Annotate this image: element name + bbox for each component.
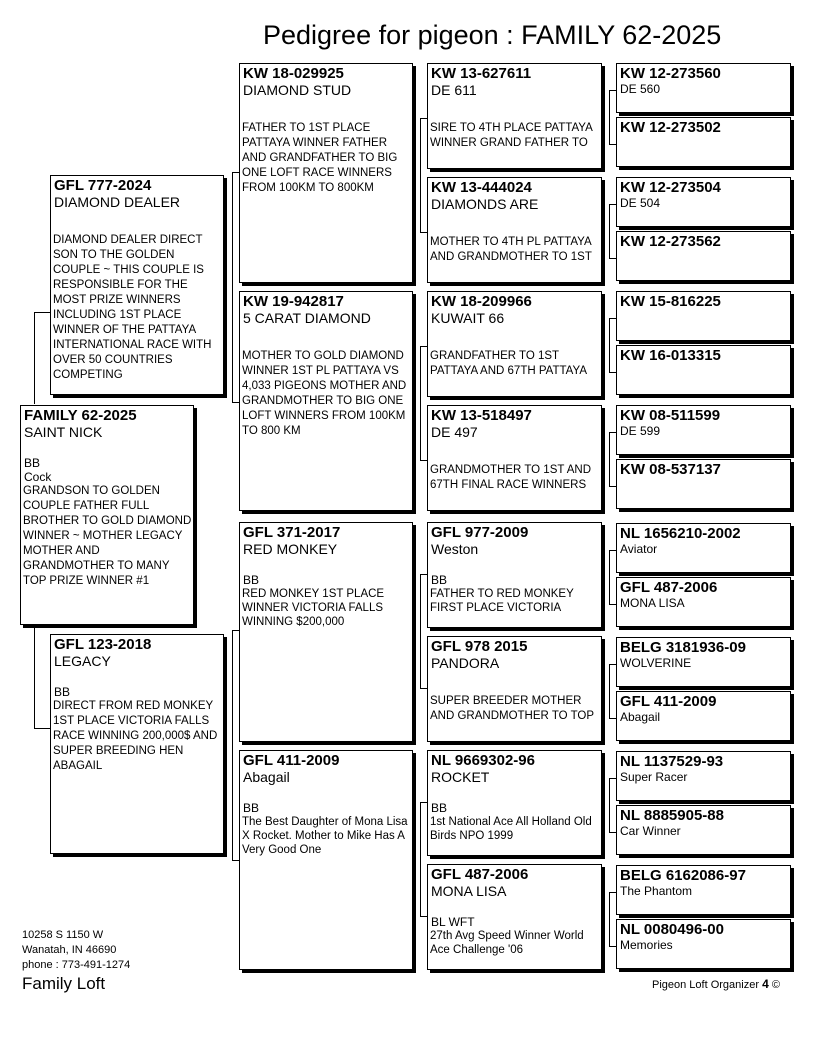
pigeon-card-sire-dam[interactable]: [239, 291, 413, 511]
pigeon-name: LEGACY: [54, 653, 111, 669]
connector-line: [420, 802, 427, 803]
address-street: 10258 S 1150 W: [22, 929, 104, 941]
pigeon-note: DIRECT FROM RED MONKEY 1ST PLACE VICTORIA FALLS RACE WINNING 200,000$ AND SUPER BREEDING HEN ABAGAIL: [53, 700, 218, 772]
pigeon-note: 1st National Ace All Holland Old Birds NPO 1999: [430, 816, 592, 842]
connector-line: [609, 892, 616, 893]
spacer: [428, 441, 601, 463]
pigeon-sex: Cock: [24, 470, 52, 484]
band-number: GFL 977-2009: [431, 524, 529, 541]
connector-line: [420, 346, 427, 347]
pigeon-name: ROCKET: [431, 769, 490, 785]
connector-line: [609, 946, 616, 947]
spacer: [428, 327, 601, 349]
band-number: BELG 3181936-09: [620, 639, 746, 656]
pigeon-name: DE 560: [620, 82, 661, 96]
connector-line: [420, 346, 421, 460]
pigeon-name: Aviator: [620, 542, 658, 556]
pigeon-card-dam-sire[interactable]: [239, 522, 413, 742]
pigeon-card-subject[interactable]: [20, 405, 194, 625]
band-number: GFL 371-2017: [243, 524, 341, 541]
pigeon-card-gen4-8[interactable]: [427, 864, 602, 970]
spacer: [21, 441, 193, 456]
connector-line: [609, 90, 616, 91]
pigeon-card-gen4-1[interactable]: [427, 63, 602, 169]
connector-line: [609, 204, 616, 205]
band-number: FAMILY 62-2025: [24, 407, 137, 424]
connector-line: [420, 916, 427, 917]
band-number: KW 19-942817: [243, 293, 344, 310]
pigeon-note: The Best Daughter of Mona Lisa X Rocket. Mother to Mike Has A Very Good One: [242, 816, 408, 856]
band-number: KW 12-273504: [620, 179, 721, 196]
pigeon-name: Memories: [620, 938, 673, 952]
pigeon-card-gen5-2[interactable]: [616, 117, 791, 167]
pigeon-card-dam-dam[interactable]: [239, 750, 413, 970]
pigeon-card-gen5-11[interactable]: [616, 637, 791, 687]
connector-line: [420, 802, 421, 916]
connector-line: [609, 204, 610, 258]
pigeon-card-gen5-9[interactable]: [616, 523, 791, 573]
pigeon-color: BB: [243, 573, 260, 587]
connector-line: [609, 144, 616, 145]
pigeon-name: DE 611: [431, 82, 477, 98]
pigeon-card-sire[interactable]: [50, 175, 224, 395]
pigeon-name: 5 CARAT DIAMOND: [243, 310, 371, 326]
band-number: KW 12-273562: [620, 233, 721, 250]
app-name: Pigeon Loft Organizer: [652, 979, 760, 991]
pigeon-name: The Phantom: [620, 884, 693, 898]
connector-line: [420, 460, 427, 461]
connector-line: [34, 728, 51, 729]
band-number: GFL 123-2018: [54, 636, 152, 653]
band-number: KW 12-273502: [620, 119, 721, 136]
pigeon-name: DIAMOND STUD: [243, 82, 352, 98]
app-version: 4: [762, 977, 769, 991]
pigeon-color: BL WFT: [431, 915, 475, 929]
spacer: [240, 327, 412, 349]
pigeon-note: RED MONKEY 1ST PLACE WINNER VICTORIA FALLS WINNING $200,000: [242, 588, 385, 628]
pigeon-color: BB: [431, 801, 448, 815]
spacer: [240, 786, 412, 801]
pigeon-card-gen4-5[interactable]: [427, 522, 602, 628]
connector-line: [420, 118, 427, 119]
connector-line: [609, 778, 616, 779]
pigeon-card-dam[interactable]: [50, 634, 224, 854]
pigeon-name: Super Racer: [620, 770, 688, 784]
connector-line: [34, 312, 51, 313]
pigeon-card-gen5-8[interactable]: [616, 459, 791, 509]
connector-line: [232, 630, 233, 860]
pigeon-card-gen5-3[interactable]: [616, 177, 791, 227]
pigeon-name: Weston: [431, 541, 479, 557]
pigeon-name: DE 504: [620, 196, 661, 210]
pigeon-card-gen4-7[interactable]: [427, 750, 602, 856]
pigeon-name: MONA LISA: [620, 596, 685, 610]
spacer: [51, 670, 223, 685]
pigeon-card-gen5-4[interactable]: [616, 231, 791, 281]
band-number: KW 18-029925: [243, 65, 344, 82]
connector-line: [609, 486, 616, 487]
connector-line: [609, 432, 610, 486]
pigeon-card-gen5-6[interactable]: [616, 345, 791, 395]
connector-line: [609, 372, 616, 373]
pigeon-name: PANDORA: [431, 655, 500, 671]
pigeon-color: BB: [243, 801, 260, 815]
pigeon-name: RED MONKEY: [243, 541, 338, 557]
pigeon-card-gen5-14[interactable]: [616, 805, 791, 855]
band-number: GFL 411-2009: [243, 752, 340, 769]
connector-line: [609, 318, 616, 319]
pigeon-name: DE 497: [431, 424, 478, 440]
band-number: GFL 411-2009: [620, 693, 717, 710]
connector-line: [609, 550, 610, 604]
pigeon-name: DIAMONDS ARE: [431, 196, 539, 212]
pigeon-card-gen5-15[interactable]: [616, 865, 791, 915]
connector-line: [420, 688, 427, 689]
pigeon-name: DE 599: [620, 424, 661, 438]
pigeon-note: GRANDMOTHER TO 1ST AND 67TH FINAL RACE WINNERS: [430, 464, 592, 491]
connector-line: [34, 312, 35, 404]
band-number: NL 8885905-88: [620, 807, 724, 824]
spacer: [428, 672, 601, 694]
band-number: KW 13-518497: [431, 407, 532, 424]
pigeon-card-gen5-5[interactable]: [616, 291, 791, 341]
connector-line: [609, 718, 616, 719]
pigeon-note: SUPER BREEDER MOTHER AND GRANDMOTHER TO TOP: [430, 695, 595, 722]
connector-line: [609, 832, 616, 833]
pigeon-card-gen4-3[interactable]: [427, 291, 602, 397]
band-number: NL 0080496-00: [620, 921, 724, 938]
pigeon-note: GRANDFATHER TO 1ST PATTAYA AND 67TH PATTAYA: [430, 350, 587, 377]
page-title: Pedigree for pigeon : FAMILY 62-2025: [263, 20, 722, 50]
connector-line: [232, 860, 239, 861]
pigeon-note: FATHER TO RED MONKEY FIRST PLACE VICTORIA: [430, 588, 574, 614]
band-number: NL 1656210-2002: [620, 525, 741, 542]
pigeon-name: Car Winner: [620, 824, 681, 838]
loft-name: Family Loft: [22, 974, 106, 993]
copyright-icon: ©: [771, 979, 780, 991]
connector-line: [609, 892, 610, 946]
connector-line: [34, 628, 35, 728]
pigeon-name: Abagail: [243, 769, 290, 785]
band-number: GFL 777-2024: [54, 177, 152, 194]
pigeon-card-gen5-10[interactable]: [616, 577, 791, 627]
pigeon-name: Abagail: [620, 710, 661, 724]
band-number: KW 13-627611: [431, 65, 532, 82]
connector-line: [609, 318, 610, 372]
pigeon-note: SIRE TO 4TH PLACE PATTAYA WINNER GRAND FATHER TO: [430, 122, 593, 149]
connector-line: [609, 604, 616, 605]
pigeon-note: FATHER TO 1ST PLACE PATTAYA WINNER FATHER AND GRANDFATHER TO BIG ONE LOFT RACE WINNERS FROM 100KM TO 800KM: [242, 122, 398, 194]
connector-line: [609, 258, 616, 259]
spacer: [428, 786, 601, 801]
spacer: [240, 99, 412, 121]
connector-line: [609, 432, 616, 433]
band-number: KW 18-209966: [431, 293, 532, 310]
spacer: [428, 900, 601, 915]
pigeon-card-gen5-1[interactable]: [616, 63, 791, 113]
pigeon-card-gen5-16[interactable]: [616, 919, 791, 969]
pigeon-name: KUWAIT 66: [431, 310, 505, 326]
pigeon-color: BB: [54, 685, 71, 699]
spacer: [428, 99, 601, 121]
pigeon-name: SAINT NICK: [24, 424, 103, 440]
band-number: KW 15-816225: [620, 293, 721, 310]
pigeon-card-gen4-6[interactable]: [427, 636, 602, 742]
band-number: BELG 6162086-97: [620, 867, 746, 884]
connector-line: [609, 550, 616, 551]
address-phone: phone : 773-491-1274: [22, 959, 131, 971]
band-number: NL 9669302-96: [431, 752, 535, 769]
pigeon-card-sire-sire[interactable]: [239, 63, 413, 283]
app-credit: [652, 977, 780, 991]
band-number: KW 13-444024: [431, 179, 532, 196]
band-number: GFL 487-2006: [620, 579, 718, 596]
pigeon-card-gen4-4[interactable]: [427, 405, 602, 511]
pigeon-card-gen5-7[interactable]: [616, 405, 791, 455]
connector-line: [420, 574, 421, 688]
pigeon-card-gen5-13[interactable]: [616, 751, 791, 801]
spacer: [428, 213, 601, 235]
address-city: Wanatah, IN 46690: [22, 944, 117, 956]
pigeon-note: MOTHER TO 4TH PL PATTAYA AND GRANDMOTHER TO 1ST: [430, 236, 592, 263]
spacer: [240, 558, 412, 573]
connector-line: [420, 574, 427, 575]
pigeon-note: 27th Avg Speed Winner World Ace Challenge '06: [430, 930, 584, 956]
pigeon-card-gen4-2[interactable]: [427, 177, 602, 283]
pigeon-name: WOLVERINE: [620, 656, 692, 670]
pigeon-card-gen5-12[interactable]: [616, 691, 791, 741]
connector-line: [232, 172, 239, 173]
connector-line: [609, 664, 616, 665]
pigeon-color: BB: [431, 573, 448, 587]
connector-line: [609, 90, 610, 144]
band-number: NL 1137529-93: [620, 753, 724, 770]
band-number: GFL 978 2015: [431, 638, 528, 655]
connector-line: [609, 664, 610, 718]
band-number: GFL 487-2006: [431, 866, 529, 883]
spacer: [428, 558, 601, 573]
pigeon-name: MONA LISA: [431, 883, 507, 899]
band-number: KW 08-511599: [620, 407, 721, 424]
connector-line: [420, 118, 421, 232]
pigeon-color: BB: [24, 456, 41, 470]
band-number: KW 12-273560: [620, 65, 721, 82]
connector-line: [420, 232, 427, 233]
spacer: [51, 211, 223, 233]
pigeon-note: MOTHER TO GOLD DIAMOND WINNER 1ST PL PATTAYA VS 4,033 PIGEONS MOTHER AND GRANDMOTHER TO BIG ONE LOFT WINNERS FROM 100KM TO 800 KM: [242, 350, 407, 437]
pigeon-name: DIAMOND DEALER: [54, 194, 181, 210]
connector-line: [232, 402, 239, 403]
connector-line: [232, 630, 239, 631]
connector-line: [232, 172, 233, 402]
pigeon-note: GRANDSON TO GOLDEN COUPLE FATHER FULL BROTHER TO GOLD DIAMOND WINNER ~ MOTHER LEGACY MOTHER AND GRANDMOTHER TO MANY TOP PRIZE WINNER #1: [23, 485, 192, 587]
connector-line: [609, 778, 610, 832]
band-number: KW 08-537137: [620, 461, 721, 478]
pigeon-note: DIAMOND DEALER DIRECT SON TO THE GOLDEN COUPLE ~ THIS COUPLE IS RESPONSIBLE FOR THE MOST PRIZE WINNERS INCLUDING 1ST PLACE WINNER OF THE PATTAYA INTERNATIONAL RACE WITH OVER 50 COUNTRIES COMPETING: [53, 234, 212, 381]
band-number: KW 16-013315: [620, 347, 721, 364]
